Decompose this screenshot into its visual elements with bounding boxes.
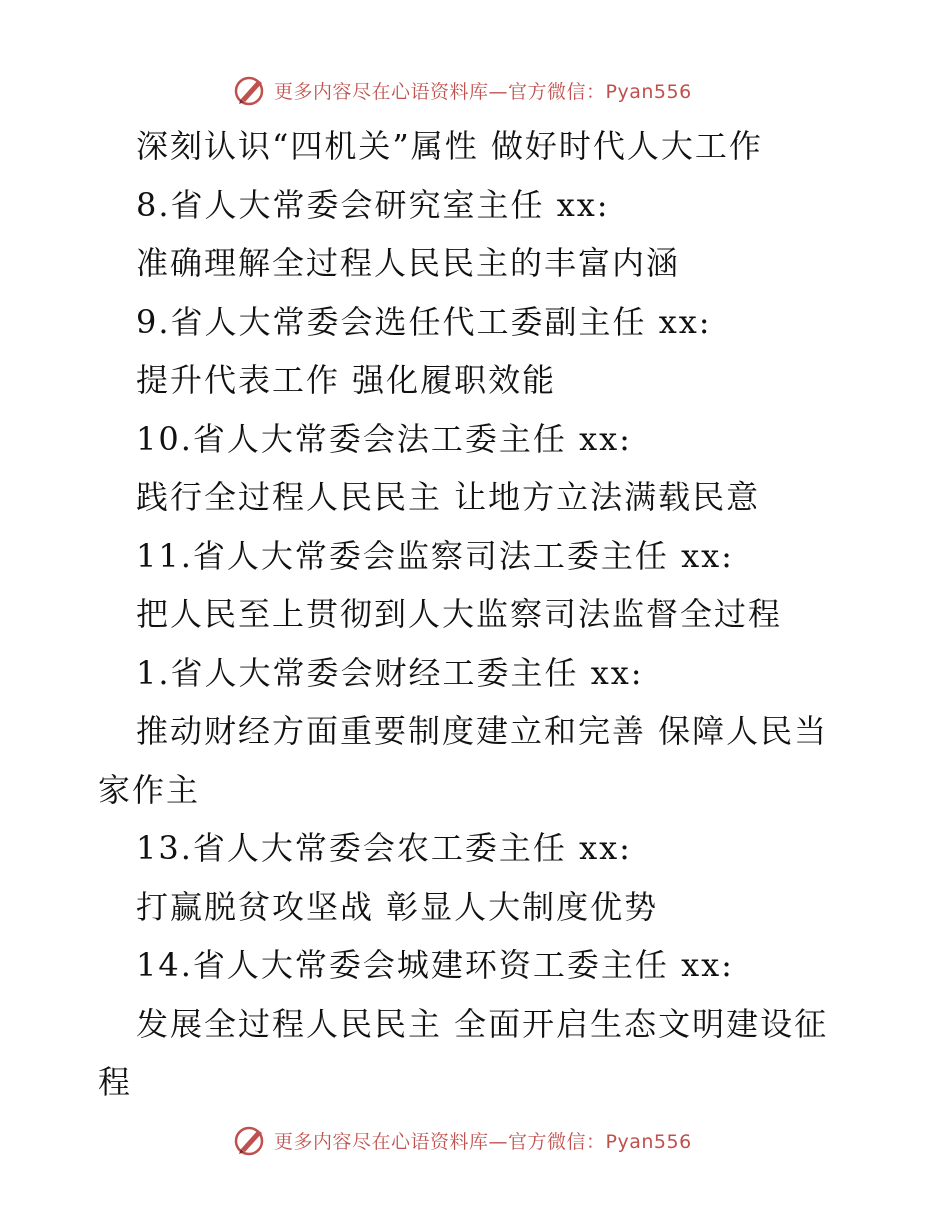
paragraph: 推动财经方面重要制度建立和完善 保障人民当家作主 [98, 712, 829, 809]
paragraph: 把人民至上贯彻到人大监察司法监督全过程 [136, 595, 783, 633]
paragraph: 准确理解全过程人民民主的丰富内涵 [136, 244, 681, 282]
document-body [98, 117, 840, 1112]
watermark-text: 更多内容尽在心语资料库—官方微信：Pyan556 [274, 80, 692, 103]
paragraph: 打赢脱贫攻坚战 彰显人大制度优势 [136, 887, 659, 926]
paragraph: 深刻认识“四机关”属性 做好时代人大工作 [136, 127, 763, 165]
paragraph: 8.省人大常委会研究室主任 xx: [136, 185, 610, 224]
paragraph: 提升代表工作 强化履职效能 [136, 361, 557, 399]
pen-circle-logo-icon [232, 1122, 268, 1158]
paragraph: 10.省人大常委会法工委主任 xx: [136, 419, 632, 458]
paragraph: 14.省人大常委会城建环资工委主任 xx: [136, 946, 734, 984]
pen-circle-logo-icon [232, 72, 268, 108]
paragraph: 13.省人大常委会农工委主任 xx: [136, 829, 632, 867]
header-watermark [232, 70, 692, 110]
paragraph: 1.省人大常委会财经工委主任 xx: [136, 653, 644, 692]
watermark-text: 更多内容尽在心语资料库—官方微信：Pyan556 [274, 1130, 692, 1153]
paragraph: 发展全过程人民民主 全面开启生态文明建设征程 [98, 1004, 829, 1101]
footer-watermark [232, 1120, 692, 1160]
paragraph: 践行全过程人民民主 让地方立法满载民意 [136, 478, 761, 516]
paragraph: 9.省人大常委会选任代工委副主任 xx: [136, 302, 712, 341]
paragraph: 11.省人大常委会监察司法工委主任 xx: [136, 536, 734, 575]
